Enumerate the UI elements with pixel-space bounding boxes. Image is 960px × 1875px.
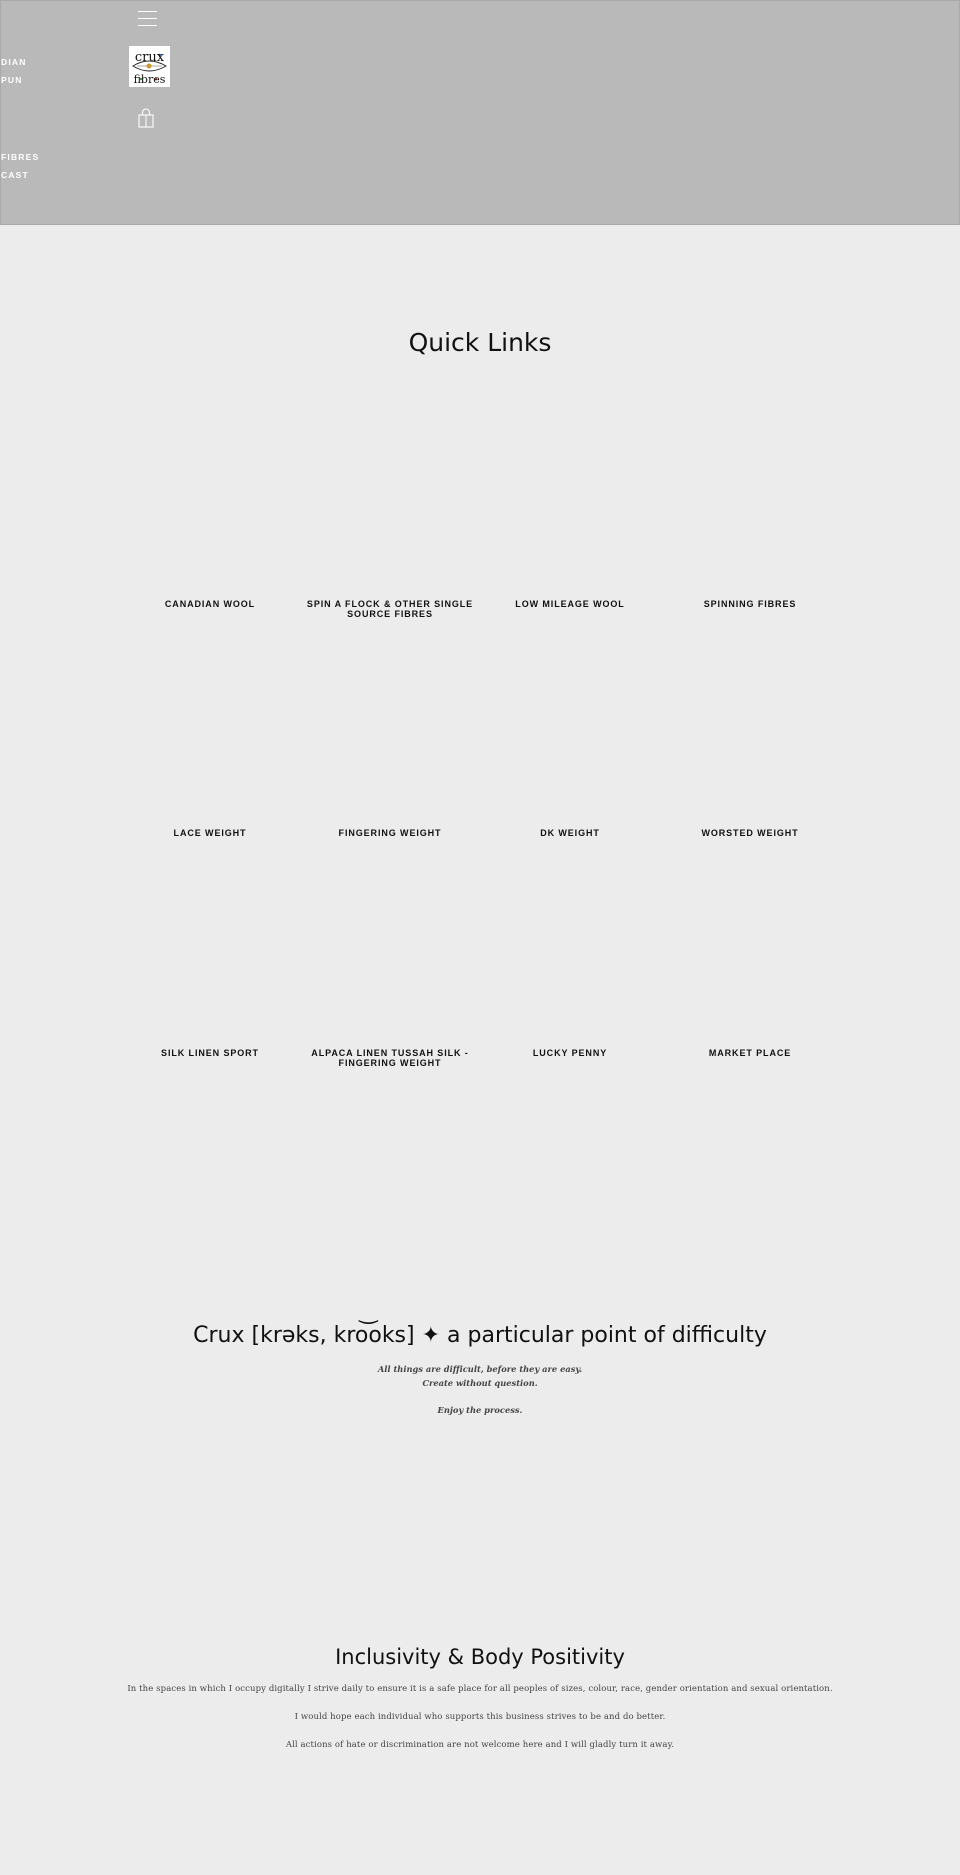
side-nav-link-canadian[interactable]: DIAN [1, 57, 27, 67]
inclusivity-paragraph-3: All actions of hate or discrimination are not welcome here and I will gladly turn it away. [285, 1740, 675, 1750]
motto-line-3: Enjoy the process. [437, 1405, 523, 1415]
quick-link-canadian-wool[interactable]: CANADIAN WOOL [164, 599, 256, 609]
quick-link-fingering-weight[interactable]: FINGERING WEIGHT [338, 828, 442, 838]
shopping-bag-icon[interactable] [138, 108, 154, 128]
quick-link-spinning-fibres[interactable]: SPINNING FIBRES [703, 599, 797, 609]
quick-link-silk-linen-sport[interactable]: SILK LINEN SPORT [161, 1048, 259, 1058]
inclusivity-title: Inclusivity & Body Positivity [335, 1645, 625, 1669]
inclusivity-paragraph-1: In the spaces in which I occupy digitally I strive daily to ensure it is a safe place for all peoples of sizes, colour, race, gender orientation and sexual orientation. [127, 1684, 833, 1694]
crux-definition-title: Crux [krəks, kro͝oks] ✦ a particular point of difficulty [193, 1323, 767, 1348]
motto-line-1: All things are difficult, before they are easy. [377, 1364, 583, 1374]
logo-text-bottom: fibres [133, 73, 166, 86]
quick-links-title: Quick Links [408, 328, 552, 357]
side-nav-link-podcast[interactable]: CAST [1, 170, 29, 180]
inclusivity-paragraph-2: I would hope each individual who supports this business strives to be and do better. [294, 1712, 666, 1722]
quick-link-lace-weight[interactable]: LACE WEIGHT [173, 828, 247, 838]
quick-link-spin-a-flock[interactable]: SPIN A FLOCK & OTHER SINGLE SOURCE FIBRES [306, 599, 474, 619]
motto-line-2: Create without question. [422, 1378, 538, 1388]
hamburger-menu-icon[interactable] [138, 11, 157, 27]
side-nav-link-spun[interactable]: PUN [1, 75, 23, 85]
side-nav-link-fibres[interactable]: FIBRES [1, 152, 40, 162]
quick-link-alpaca-linen-tussah-silk[interactable]: ALPACA LINEN TUSSAH SILK - FINGERING WEIGHT [311, 1048, 469, 1068]
logo-art [129, 46, 170, 87]
quick-link-low-mileage-wool[interactable]: LOW MILEAGE WOOL [515, 599, 625, 609]
crux-fibres-logo[interactable] [129, 46, 170, 87]
quick-link-worsted-weight[interactable]: WORSTED WEIGHT [701, 828, 799, 838]
quick-link-market-place[interactable]: MARKET PLACE [708, 1048, 792, 1058]
quick-link-lucky-penny[interactable]: LUCKY PENNY [532, 1048, 608, 1058]
logo-text-top: crux [134, 50, 165, 65]
site-header [0, 0, 960, 225]
quick-link-dk-weight[interactable]: DK WEIGHT [540, 828, 600, 838]
